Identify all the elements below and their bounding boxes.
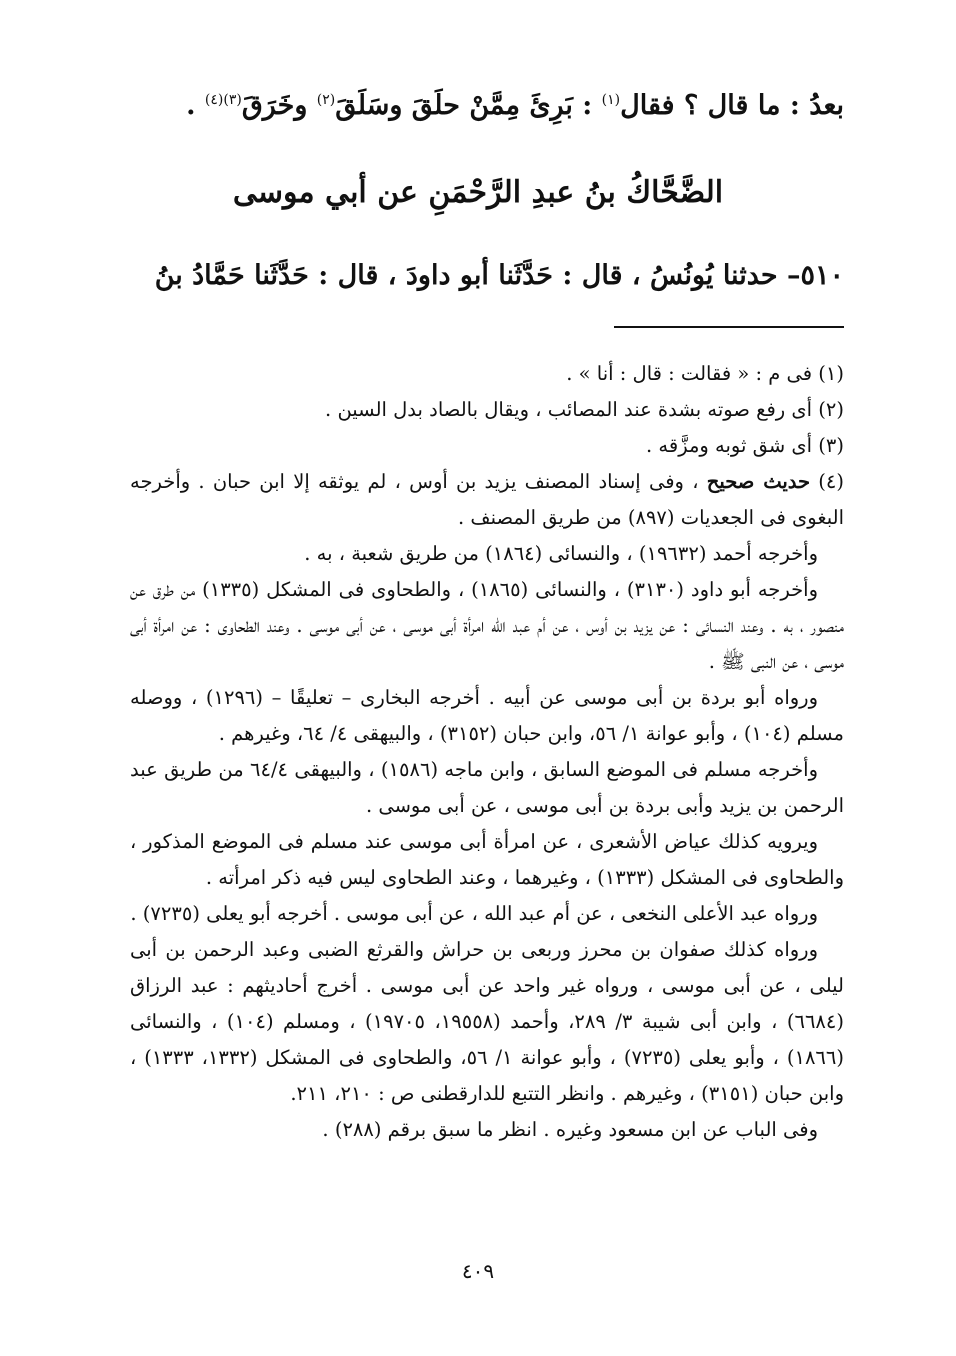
top-line-text-a: بعدُ : ما قال ؟ فقال	[620, 90, 844, 121]
footnote-4-text: ، وفى إسناد المصنف يزيد بن أوس ، لم يوثقه إلا ابن حبان . وأخرجه البغوى فى الجعديات (٨٩٧) من طريق المصنف .	[130, 470, 844, 529]
main-text-top-line	[120, 78, 844, 128]
footnote-divider	[614, 326, 844, 328]
footnote-1: (١) فى م : « فقالت : قال : أنا » .	[566, 362, 844, 385]
footnote-ref-1: (١)	[601, 92, 621, 108]
footnote-4-grade: حديث صحيح	[706, 470, 811, 493]
footnote-paragraph: ورواه عبد الأعلى النخعى ، عن أم عبد الله ، عن أبى موسى . أخرجه أبو يعلى (٧٢٣٥) .	[130, 902, 818, 925]
footnote-4	[130, 464, 844, 536]
top-line-text-b: : بَرِئَ مِمَّنْ حلَقَ وسَلَقَ	[335, 90, 602, 121]
footnote-paragraph: ويرويه كذلك عياض الأشعرى ، عن امرأة أبى موسى عند مسلم فى الموضع المذكور ، والطحاوى فى المشكل (١٣٣٣) ، وغيرهما ، وعند الطحاوى ليس فيه ذكر امرأته .	[130, 830, 844, 889]
hadith-510-line	[120, 252, 844, 300]
footnote-paragraph: ورواه أبو بردة بن أبى موسى عن أبيه . أخرجه البخارى – تعليقًا – (١٢٩٦) ، ووصله مسلم (١٠٤) ، وأبو عوانة ١/ ٥٦، وابن حبان (٣١٥٢) ، والبيهقى ٤/ ٦٤، وغيرهم .	[130, 686, 844, 745]
footnote-4-prefix: (٤)	[810, 470, 845, 493]
footnote-paragraph: وأخرجه مسلم فى الموضع السابق ، وابن ماجه (١٥٨٦) ، والبيهقى ٦٤/٤ من طريق عبد الرحمن بن يزيد وأبى بردة بن أبى موسى ، عن أبى موسى .	[130, 758, 844, 817]
footnotes-block	[130, 356, 844, 1148]
page-number: ٤٠٩	[461, 1259, 495, 1283]
hadith-number: ٥١٠–	[786, 260, 844, 291]
top-line-text-c: وخَرَقَ	[241, 90, 317, 121]
footnote-paragraph: وأخرجه أحمد (١٩٦٣٢) ، والنسائى (١٨٦٤) من طريق شعبة ، به .	[304, 542, 818, 565]
footnote-paragraph: وفى الباب عن ابن مسعود وغيره . انظر ما سبق برقم (٢٨٨) .	[322, 1118, 818, 1141]
section-heading: الضَّحَّاكُ بنُ عبدِ الرَّحْمَنِ عن أبي موسى	[232, 175, 724, 210]
footnote-ref-2: (٢)	[316, 92, 336, 108]
top-line-text-d: .	[186, 90, 205, 121]
footnote-paragraph: ورواه كذلك صفوان بن محرز وربعى بن حراش والقرثع الضبى وعبد الرحمن بن أبى ليلى ، عن أبى موسى ، ورواه غير واحد عن أبى موسى . أخرج أحاديثهم : عبد الرزاق (٦٦٨٤) ، وابن أبى شيبة ٣/ ٢٨٩، وأحمد (١٩٥٥٨، ١٩٧٠٥) ، ومسلم (١٠٤) ، والنسائى (١٨٦٦) ، وأبو يعلى (٧٢٣٥) ، وأبو عوانة ١/ ٥٦، والطحاوى فى المشكل (١٣٣٢، ١٣٣٣) ، وابن حبان (٣١٥١) ، وغيرهم . وانظر التتبع للدارقطنى ص : ٢١٠، ٢١١.	[130, 938, 844, 1105]
footnote-ref-3-4: (٣)(٤)	[204, 92, 242, 108]
hadith-text: حدثنا يُونُسُ ، قال : حَدَّثَنا أبو داودَ ، قال : حَدَّثَنا حَمَّادُ بنُ	[154, 260, 787, 291]
footnote-3: (٣) أى شق ثوبه ومزَّقه .	[646, 434, 844, 457]
footnote-2: (٢) أى رفع صوته بشدة عند المصائب ، ويقال بالصاد بدل السين .	[325, 398, 844, 421]
footnote-paragraph: وأخرجه أبو داود (٣١٣٠) ، والنسائى (١٨٦٥) ، والطحاوى فى المشكل (١٣٣٥) من طرق عن منصور ، به . وعند النسائى : عن يزيد بن أوس ، عن أم عبد الله امرأة أبى موسى ، عن أبى موسى . وعند الطحاوى : عن امرأة أبى موسى ، عن النبى ﷺ .	[130, 578, 844, 673]
